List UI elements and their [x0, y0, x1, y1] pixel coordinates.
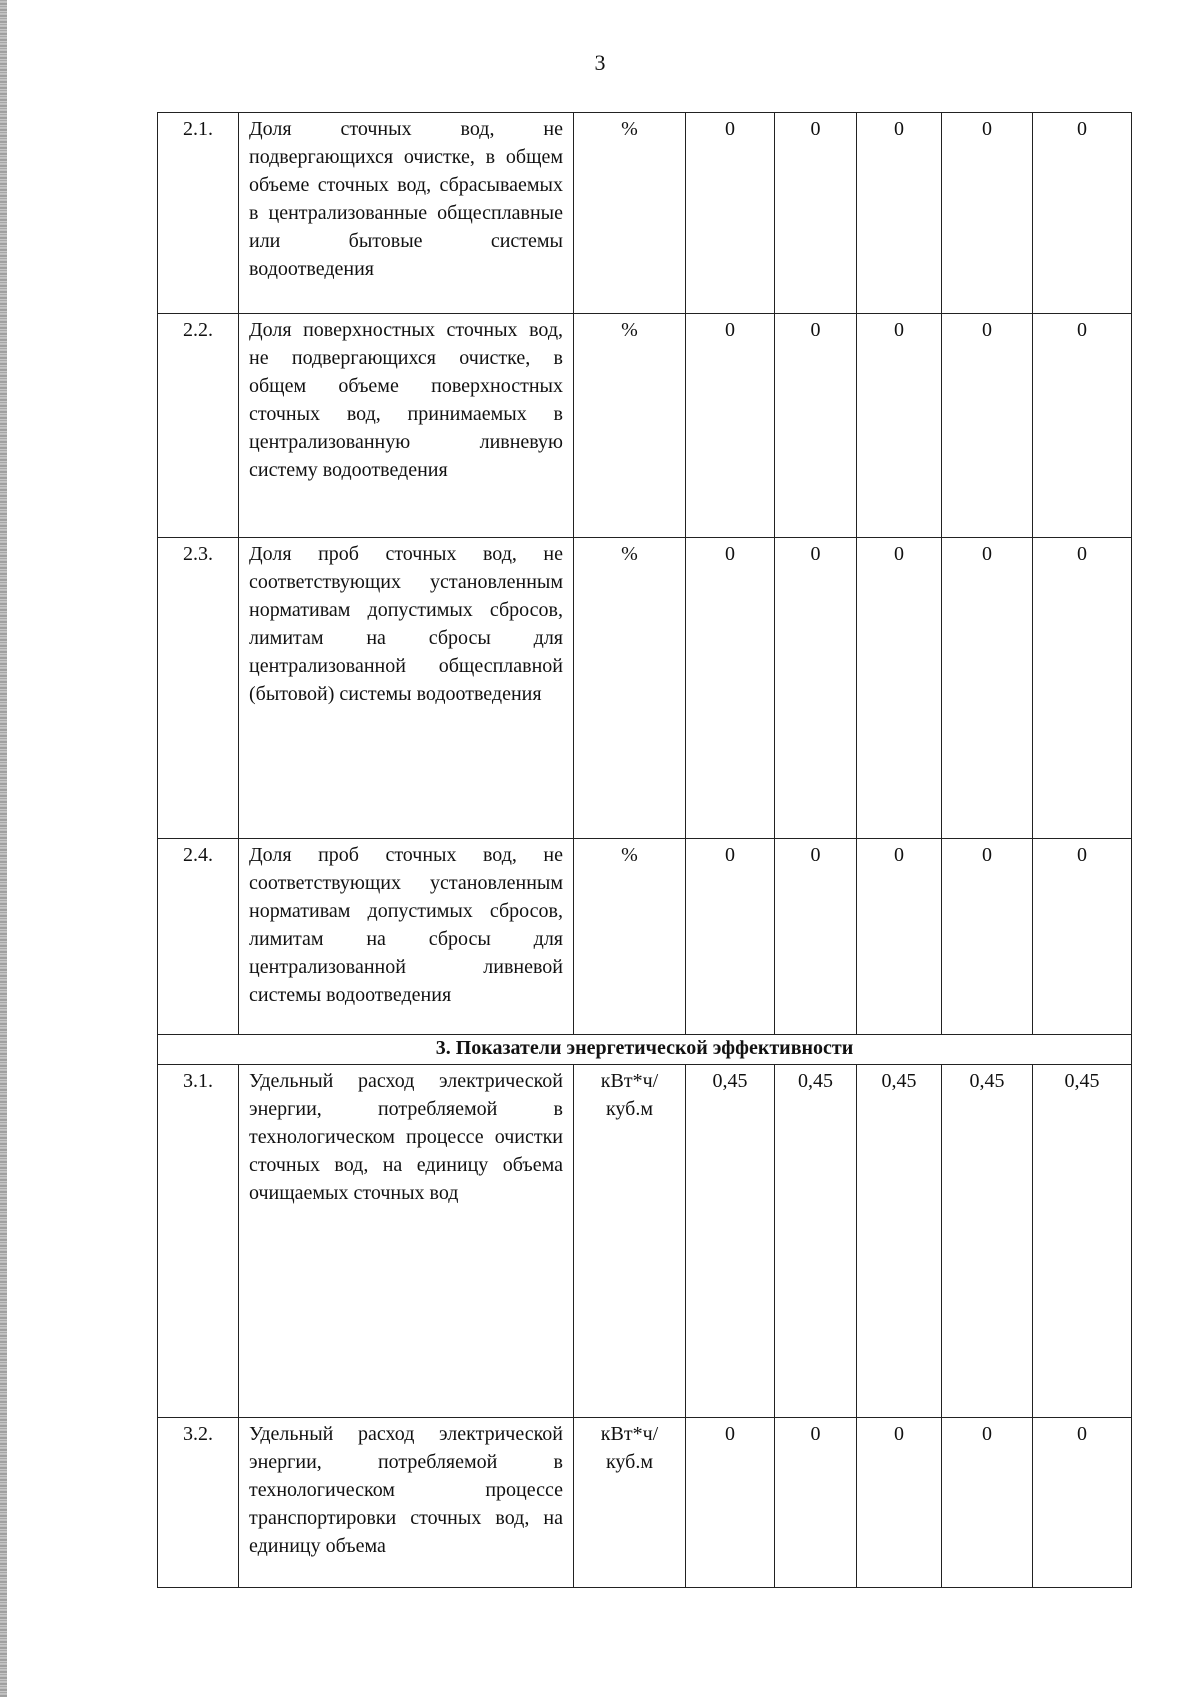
- value-cell: 0: [1033, 113, 1132, 314]
- row-number: 3.1.: [158, 1065, 239, 1418]
- value-cell: 0: [1033, 538, 1132, 839]
- value-cell: 0: [942, 314, 1033, 538]
- value-cell: 0: [857, 113, 942, 314]
- value-cell: 0: [686, 538, 775, 839]
- value-cell: 0: [942, 538, 1033, 839]
- section-header-row: [158, 1035, 1132, 1065]
- value-cell: 0: [857, 839, 942, 1035]
- value-cell: 0: [775, 314, 857, 538]
- scan-edge: [0, 0, 7, 1697]
- value-cell: 0,45: [775, 1065, 857, 1418]
- value-cell: 0: [1033, 1418, 1132, 1588]
- value-cell: 0: [686, 839, 775, 1035]
- table-row: [158, 538, 1132, 839]
- indicator-name: Удельный расход электрической энергии, потребляемой в технологическом процессе очистки сточных вод, на единицу объема очищаемых сточных вод: [239, 1065, 574, 1418]
- page-number: 3: [594, 50, 606, 75]
- value-cell: 0: [857, 1418, 942, 1588]
- value-cell: 0,45: [942, 1065, 1033, 1418]
- value-cell: 0: [775, 839, 857, 1035]
- indicator-name: Доля проб сточных вод, не соответствующих установленным нормативам допустимых сбросов, лимитам на сбросы для централизованной ливневой системы водоотведения: [239, 839, 574, 1035]
- value-cell: 0: [942, 1418, 1033, 1588]
- unit-cell: %: [574, 113, 686, 314]
- value-cell: 0: [1033, 839, 1132, 1035]
- row-number: 2.1.: [158, 113, 239, 314]
- section-title: 3. Показатели энергетической эффективности: [158, 1035, 1132, 1065]
- unit-cell: %: [574, 538, 686, 839]
- row-number: 2.4.: [158, 839, 239, 1035]
- value-cell: 0: [857, 538, 942, 839]
- value-cell: 0: [857, 314, 942, 538]
- unit-cell: %: [574, 314, 686, 538]
- value-cell: 0: [775, 1418, 857, 1588]
- row-number: 2.3.: [158, 538, 239, 839]
- value-cell: 0: [686, 113, 775, 314]
- value-cell: 0: [775, 538, 857, 839]
- table-row: [158, 113, 1132, 314]
- value-cell: 0,45: [1033, 1065, 1132, 1418]
- indicator-name: Доля проб сточных вод, не соответствующих установленным нормативам допустимых сбросов, лимитам на сбросы для централизованной общесплавной (бытовой) системы водоотведения: [239, 538, 574, 839]
- value-cell: 0: [1033, 314, 1132, 538]
- table-row: [158, 839, 1132, 1035]
- value-cell: 0: [686, 314, 775, 538]
- row-number: 3.2.: [158, 1418, 239, 1588]
- value-cell: 0: [942, 839, 1033, 1035]
- unit-cell: %: [574, 839, 686, 1035]
- indicators-table: [157, 112, 1132, 1588]
- value-cell: 0,45: [686, 1065, 775, 1418]
- indicator-name: Доля сточных вод, не подвергающихся очистке, в общем объеме сточных вод, сбрасываемых в централизованные общесплавные или бытовые системы водоотведения: [239, 113, 574, 314]
- indicator-name: Удельный расход электрической энергии, потребляемой в технологическом процессе транспортировки сточных вод, на единицу объема: [239, 1418, 574, 1588]
- value-cell: 0: [775, 113, 857, 314]
- unit-cell: кВт*ч/ куб.м: [574, 1065, 686, 1418]
- value-cell: 0,45: [857, 1065, 942, 1418]
- table-row: [158, 1418, 1132, 1588]
- table-row: [158, 1065, 1132, 1418]
- value-cell: 0: [686, 1418, 775, 1588]
- table-row: [158, 314, 1132, 538]
- value-cell: 0: [942, 113, 1033, 314]
- indicator-name: Доля поверхностных сточных вод, не подвергающихся очистке, в общем объеме поверхностных сточных вод, принимаемых в централизованную ливневую систему водоотведения: [239, 314, 574, 538]
- row-number: 2.2.: [158, 314, 239, 538]
- unit-cell: кВт*ч/ куб.м: [574, 1418, 686, 1588]
